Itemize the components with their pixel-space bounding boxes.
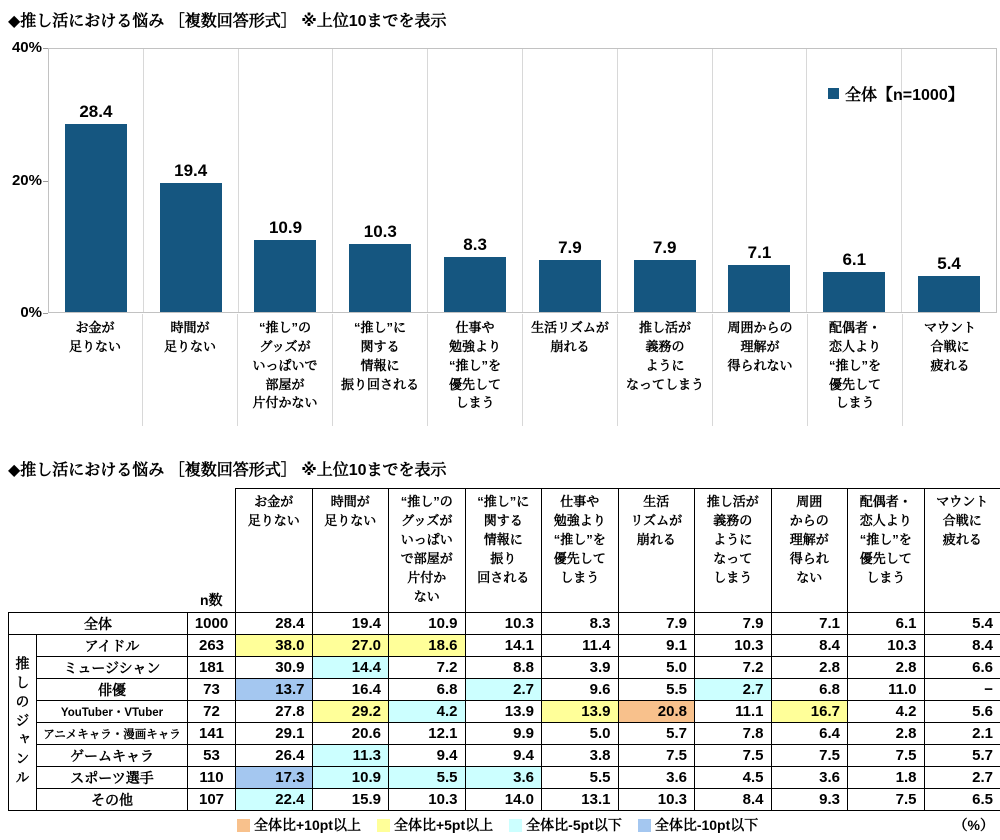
column-header: マウント 合戦に 疲れる — [924, 489, 1000, 613]
n-count-cell: 1000 — [188, 613, 236, 635]
bar-value-label: 7.1 — [747, 242, 772, 262]
column-header: 配偶者・ 恋人より “推し”を 優先して しまう — [848, 489, 925, 613]
value-cell: 17.3 — [236, 767, 313, 789]
value-cell: 7.1 — [771, 613, 848, 635]
row-label-total: 全体 — [9, 613, 188, 635]
bar-value-label: 10.9 — [268, 217, 303, 237]
table-row — [9, 701, 1000, 723]
table-row — [9, 767, 1000, 789]
bar — [728, 265, 790, 312]
value-cell: 30.9 — [236, 657, 313, 679]
bar-chart-legend — [828, 82, 964, 105]
table-row — [9, 635, 1000, 657]
n-count-cell: 141 — [188, 723, 236, 745]
value-cell: 10.3 — [695, 635, 772, 657]
bar-category-label: 推し活が 義務の ように なってしまう — [618, 314, 713, 426]
value-cell: 26.4 — [236, 745, 313, 767]
category-header-spacer — [37, 489, 188, 613]
bar-chart-legend-label: 全体【n=1000】 — [845, 87, 964, 104]
value-cell: 14.4 — [312, 657, 389, 679]
bar-cell — [523, 49, 618, 312]
table-row — [9, 679, 1000, 701]
value-cell: 6.4 — [771, 723, 848, 745]
value-cell: 27.8 — [236, 701, 313, 723]
column-header: 推し活が 義務の ように なって しまう — [695, 489, 772, 613]
table-legend-swatch-icon — [237, 819, 250, 832]
table-legend — [237, 815, 774, 835]
value-cell: 28.4 — [236, 613, 313, 635]
bar-cell — [713, 49, 808, 312]
table-header-row — [9, 489, 1000, 613]
value-cell: 7.9 — [618, 613, 695, 635]
table-legend-swatch-icon — [509, 819, 522, 832]
value-cell: 6.6 — [924, 657, 1000, 679]
bar-category-label: 生活リズムが 崩れる — [523, 314, 618, 426]
row-label: 俳優 — [37, 679, 188, 701]
table-row — [9, 657, 1000, 679]
column-header: “推し”の グッズが いっぱい で部屋が 片付か ない — [389, 489, 466, 613]
value-cell: 3.6 — [618, 767, 695, 789]
value-cell: 6.8 — [771, 679, 848, 701]
table-legend-item — [237, 815, 361, 835]
bar-category-label: 周囲からの 理解が 得られない — [713, 314, 808, 426]
bar-value-label: 8.3 — [463, 235, 487, 255]
bar — [918, 276, 980, 312]
value-cell: 11.3 — [312, 745, 389, 767]
value-cell: 7.5 — [848, 745, 925, 767]
row-label: ミュージシャン — [37, 657, 188, 679]
table-legend-label: 全体比+10pt以上 — [254, 817, 361, 833]
value-cell: 20.8 — [618, 701, 695, 723]
value-cell: 15.9 — [312, 789, 389, 811]
value-cell: 14.1 — [465, 635, 542, 657]
row-label: アニメキャラ・漫画キャラ — [37, 723, 188, 745]
value-cell: 19.4 — [312, 613, 389, 635]
value-cell: 2.7 — [695, 679, 772, 701]
bar — [444, 257, 506, 312]
value-cell: 9.4 — [389, 745, 466, 767]
value-cell: 10.3 — [465, 613, 542, 635]
value-cell: 2.8 — [848, 657, 925, 679]
value-cell: 7.5 — [771, 745, 848, 767]
value-cell: 8.3 — [542, 613, 619, 635]
value-cell: 13.1 — [542, 789, 619, 811]
value-cell: 4.2 — [848, 701, 925, 723]
value-cell: 3.6 — [771, 767, 848, 789]
value-cell: 16.7 — [771, 701, 848, 723]
bar-category-label: 時間が 足りない — [143, 314, 238, 426]
value-cell: 13.9 — [542, 701, 619, 723]
value-cell: 10.3 — [848, 635, 925, 657]
table-legend-item — [509, 815, 622, 835]
value-cell: 8.8 — [465, 657, 542, 679]
value-cell: 14.0 — [465, 789, 542, 811]
row-label: ゲームキャラ — [37, 745, 188, 767]
bar-category-label: マウント 合戦に 疲れる — [923, 320, 976, 373]
table-legend-swatch-icon — [377, 819, 390, 832]
value-cell: 13.7 — [236, 679, 313, 701]
value-cell: 4.5 — [695, 767, 772, 789]
bar-value-label: 10.3 — [363, 221, 397, 241]
column-header: 生活 リズムが 崩れる — [618, 489, 695, 613]
value-cell: 13.9 — [465, 701, 542, 723]
value-cell: 2.8 — [848, 723, 925, 745]
value-cell: 18.6 — [389, 635, 466, 657]
value-cell: 1.8 — [848, 767, 925, 789]
bar-cell — [239, 49, 334, 312]
bar-cell — [333, 49, 428, 312]
value-cell: 9.3 — [771, 789, 848, 811]
n-count-cell: 107 — [188, 789, 236, 811]
value-cell: 5.5 — [618, 679, 695, 701]
n-count-cell: 72 — [188, 701, 236, 723]
value-cell: 22.4 — [236, 789, 313, 811]
bar-cell — [49, 49, 144, 312]
value-cell: 20.6 — [312, 723, 389, 745]
bar — [634, 260, 696, 312]
bar-value-label: 7.9 — [652, 237, 677, 257]
bar-chart-title: ◆推し活における悩み ［複数回答形式］ ※上位10までを表示 — [8, 13, 447, 30]
row-label: スポーツ選手 — [37, 767, 188, 789]
value-cell: 2.8 — [771, 657, 848, 679]
column-header: お金が 足りない — [236, 489, 313, 613]
value-cell: 16.4 — [312, 679, 389, 701]
value-cell: 3.6 — [465, 767, 542, 789]
value-cell: 3.8 — [542, 745, 619, 767]
bar-value-label: 6.1 — [842, 249, 867, 269]
value-cell: 9.1 — [618, 635, 695, 657]
bar-chart-category-labels — [48, 314, 997, 426]
genre-header-spacer — [9, 489, 37, 613]
value-cell: 11.1 — [695, 701, 772, 723]
value-cell: 11.4 — [542, 635, 619, 657]
bar-value-label: 19.4 — [174, 161, 208, 181]
bar-category-label: 仕事や 勉強より “推し”を 優先して しまう — [428, 314, 523, 426]
table-legend-item — [638, 815, 758, 835]
value-cell: 7.9 — [695, 613, 772, 635]
row-label: その他 — [37, 789, 188, 811]
value-cell: 2.7 — [924, 767, 1000, 789]
value-cell: 2.7 — [465, 679, 542, 701]
value-cell: 8.4 — [771, 635, 848, 657]
bar-category-label: “推し”に 関する 情報に 振り回される — [333, 314, 428, 426]
value-cell: 12.1 — [389, 723, 466, 745]
value-cell: 27.0 — [312, 635, 389, 657]
value-cell: 9.9 — [465, 723, 542, 745]
column-header: 時間が 足りない — [312, 489, 389, 613]
value-cell: 5.6 — [924, 701, 1000, 723]
genre-axis-label: 推しのジャンル — [9, 635, 37, 811]
bar — [349, 244, 411, 312]
value-cell: 10.3 — [618, 789, 695, 811]
value-cell: 5.5 — [542, 767, 619, 789]
column-header: 仕事や 勉強より “推し”を 優先して しまう — [542, 489, 619, 613]
y-axis-tick-label: 20% — [11, 171, 42, 189]
table-legend-label: 全体比+5pt以上 — [393, 817, 494, 833]
n-count-cell: 73 — [188, 679, 236, 701]
value-cell: 5.7 — [618, 723, 695, 745]
bar-cell — [144, 49, 239, 312]
column-header: 周囲 からの 理解が 得られ ない — [771, 489, 848, 613]
n-count-cell: 53 — [188, 745, 236, 767]
value-cell: 29.2 — [312, 701, 389, 723]
table-row — [9, 789, 1000, 811]
value-cell: 6.1 — [848, 613, 925, 635]
n-count-cell: 181 — [188, 657, 236, 679]
value-cell: 6.8 — [389, 679, 466, 701]
bar-cell — [618, 49, 713, 312]
value-cell: 7.5 — [848, 789, 925, 811]
legend-swatch-icon — [828, 88, 839, 99]
column-header: “推し”に 関する 情報に 振り 回される — [465, 489, 542, 613]
data-table — [8, 488, 1000, 811]
bar-category-label: お金が 足りない — [48, 314, 143, 426]
value-cell: 9.6 — [542, 679, 619, 701]
value-cell: 5.0 — [542, 723, 619, 745]
value-cell: 10.3 — [389, 789, 466, 811]
value-cell: − — [924, 679, 1000, 701]
table-row — [9, 613, 1000, 635]
n-count-cell: 263 — [188, 635, 236, 657]
bar-value-label: 5.4 — [937, 254, 961, 274]
value-cell: 5.0 — [618, 657, 695, 679]
bar — [823, 272, 885, 312]
n-count-header: n数 — [188, 489, 236, 613]
value-cell: 7.2 — [389, 657, 466, 679]
row-label: アイドル — [37, 635, 188, 657]
bar-value-label: 7.9 — [558, 237, 582, 257]
value-cell: 11.0 — [848, 679, 925, 701]
value-cell: 7.2 — [695, 657, 772, 679]
value-cell: 2.1 — [924, 723, 1000, 745]
value-cell: 38.0 — [236, 635, 313, 657]
bar-category-label: 配偶者・ 恋人より “推し”を 優先して しまう — [808, 314, 903, 426]
value-cell: 29.1 — [236, 723, 313, 745]
table-title: ◆推し活における悩み ［複数回答形式］ ※上位10までを表示 — [8, 462, 447, 479]
value-cell: 8.4 — [695, 789, 772, 811]
value-cell: 10.9 — [389, 613, 466, 635]
table-row — [9, 745, 1000, 767]
bar-category-label: “推し”の グッズが いっぱいで 部屋が 片付かない — [238, 314, 333, 426]
y-axis-tick-label: 0% — [20, 304, 42, 321]
value-cell: 5.7 — [924, 745, 1000, 767]
table-legend-label: 全体比-10pt以下 — [654, 817, 759, 833]
value-cell: 9.4 — [465, 745, 542, 767]
bar — [65, 124, 127, 312]
y-axis-tick-label: 40% — [11, 39, 42, 56]
n-count-cell: 110 — [188, 767, 236, 789]
row-label: YouTuber・VTuber — [37, 701, 188, 723]
value-cell: 5.5 — [389, 767, 466, 789]
value-cell: 7.5 — [695, 745, 772, 767]
table-legend-item — [377, 815, 493, 835]
table-legend-swatch-icon — [638, 819, 651, 832]
bar — [254, 240, 316, 312]
table-row — [9, 723, 1000, 745]
unit-label: （%） — [953, 817, 994, 833]
table-legend-label: 全体比-5pt以下 — [526, 817, 622, 833]
bar-value-label: 28.4 — [79, 101, 113, 121]
value-cell: 6.5 — [924, 789, 1000, 811]
value-cell: 7.8 — [695, 723, 772, 745]
value-cell: 8.4 — [924, 635, 1000, 657]
value-cell: 3.9 — [542, 657, 619, 679]
bar — [539, 260, 601, 312]
value-cell: 7.5 — [618, 745, 695, 767]
value-cell: 5.4 — [924, 613, 1000, 635]
bar-cell — [428, 49, 523, 312]
value-cell: 4.2 — [389, 701, 466, 723]
value-cell: 10.9 — [312, 767, 389, 789]
bar — [160, 183, 222, 312]
